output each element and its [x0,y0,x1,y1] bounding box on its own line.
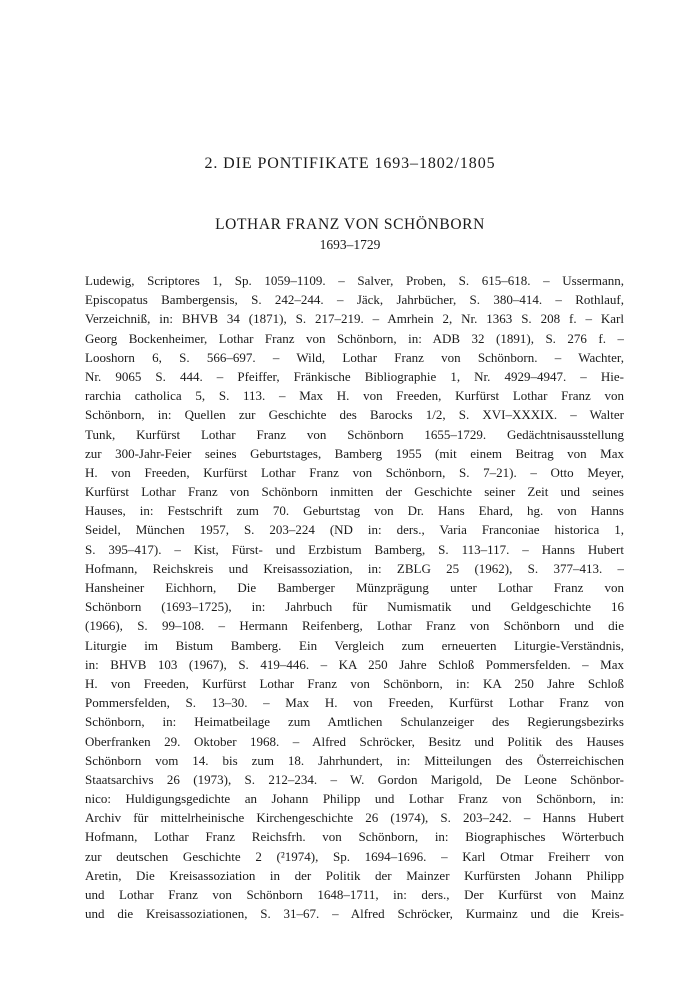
bibliography-line: H. von Freeden, Kurfürst Lothar Franz von Schönborn, in: KA 250 Jahre Schloß [85,675,624,691]
bibliography-line: Hansheiner Eichhorn, Die Bamberger Münzprägung unter Lothar Franz von [85,580,624,595]
bibliography-line: Schönborn vom 14. bis zum 18. Jahrhundert, in: Mitteilungen des Österreichischen [85,752,624,768]
bibliography-line: (1966), S. 99–108. – Hermann Reifenberg, Lothar Franz von Schönborn und die [85,618,624,634]
bibliography-line: Staatsarchivs 26 (1973), S. 212–234. – W. Gordon Marigold, De Leone Schönbor- [85,771,624,787]
bibliography-line: und Lothar Franz von Schönborn 1648–1711, in: ders., Der Kurfürst von Mainz [85,887,624,902]
bibliography-line: Oberfranken 29. Oktober 1968. – Alfred Schröcker, Besitz und Politik des Hauses [85,733,624,749]
bibliography-paragraph [85,271,624,923]
bibliography-line: S. 395–417). – Kist, Fürst- und Erzbistum Bamberg, S. 113–117. – Hanns Hubert [85,541,624,557]
bibliography-line: Schönborn, in: Heimatbeilage zum Amtlichen Schulanzeiger des Regierungsbezirks [85,714,624,730]
bibliography-line: zur deutschen Geschichte 2 (²1974), Sp. 1694–1696. – Karl Otmar Freiherr von [85,848,624,864]
bibliography-line: Schönborn (1693–1725), in: Jahrbuch für Numismatik und Geldgeschichte 16 [85,599,624,615]
bibliography-line: Hofmann, Lothar Franz Reichsfrh. von Schönborn, in: Biographisches Wörterbuch [85,829,624,845]
bibliography-line: Hauses, in: Festschrift zum 70. Geburtstag von Dr. Hans Ehard, hg. von Hanns [85,503,624,519]
bibliography-line: Schönborn, in: Quellen zur Geschichte des Barocks 1/2, S. XVI–XXXIX. – Walter [85,407,624,423]
bibliography-line: nico: Huldigungsgedichte an Johann Philipp und Lothar Franz von Schönborn, in: [85,791,624,807]
bibliography-line: Aretin, Die Kreisassoziation in der Politik der Mainzer Kurfürsten Johann Philipp [85,867,624,883]
chapter-heading: 2. DIE PONTIFIKATE 1693–1802/1805 [204,155,496,172]
bibliography-line: Episcopatus Bambergensis, S. 242–244. – Jäck, Jahrbücher, S. 380–414. – Rothlauf, [85,292,624,308]
bibliography-line: rarchia catholica 5, S. 113. – Max H. von Freeden, Kurfürst Lothar Franz von [85,388,624,404]
bibliography-line: zur 300-Jahr-Feier seines Geburtstages, Bamberg 1955 (mit einem Beitrag von Max [85,445,624,461]
bibliography-line: Verzeichniß, in: BHVB 34 (1871), S. 217–219. – Amrhein 2, Nr. 1363 S. 208 f. – Karl [85,311,624,327]
section-title: LOTHAR FRANZ VON SCHÖNBORN [215,216,485,233]
bibliography-line: Kurfürst Lothar Franz von Schönborn inmitten der Geschichte seiner Zeit und seines [85,484,624,500]
bibliography-line: Pommersfelden, S. 13–30. – Max H. von Freeden, Kurfürst Lothar Franz von [85,695,624,711]
bibliography-line: Archiv für mittelrheinische Kirchengeschichte 26 (1974), S. 203–242. – Hanns Hubert [85,810,624,826]
bibliography-line: und die Kreisassoziationen, S. 31–67. – Alfred Schröcker, Kurmainz und die Kreis- [85,906,624,922]
bibliography-line: Looshorn 6, S. 566–697. – Wild, Lothar Franz von Schönborn. – Wachter, [85,349,624,365]
bibliography-line: Liturgie im Bistum Bamberg. Ein Vergleich zum erneuerten Liturgie-Verständnis, [85,637,624,653]
bibliography-line: H. von Freeden, Kurfürst Lothar Franz von Schönborn, S. 7–21). – Otto Meyer, [85,464,624,480]
section-dates: 1693–1729 [319,237,381,252]
bibliography-line: Ludewig, Scriptores 1, Sp. 1059–1109. – Salver, Proben, S. 615–618. – Ussermann, [85,273,624,288]
bibliography-line: Georg Bockenheimer, Lothar Franz von Schönborn, in: ADB 32 (1891), S. 276 f. – [85,330,624,346]
bibliography-line: Tunk, Kurfürst Lothar Franz von Schönborn 1655–1729. Gedächtnisausstellung [85,426,624,442]
bibliography-line: Nr. 9065 S. 444. – Pfeiffer, Fränkische Bibliographie 1, Nr. 4929–4947. – Hie- [85,368,624,384]
bibliography-line: in: BHVB 103 (1967), S. 419–446. – KA 250 Jahre Schloß Pommersfelden. – Max [85,656,624,672]
bibliography-line: Seidel, München 1957, S. 203–224 (ND in: ders., Varia Franconiae historica 1, [85,522,624,538]
bibliography-line: Hofmann, Reichskreis und Kreisassoziation, in: ZBLG 25 (1962), S. 377–413. – [85,560,624,576]
